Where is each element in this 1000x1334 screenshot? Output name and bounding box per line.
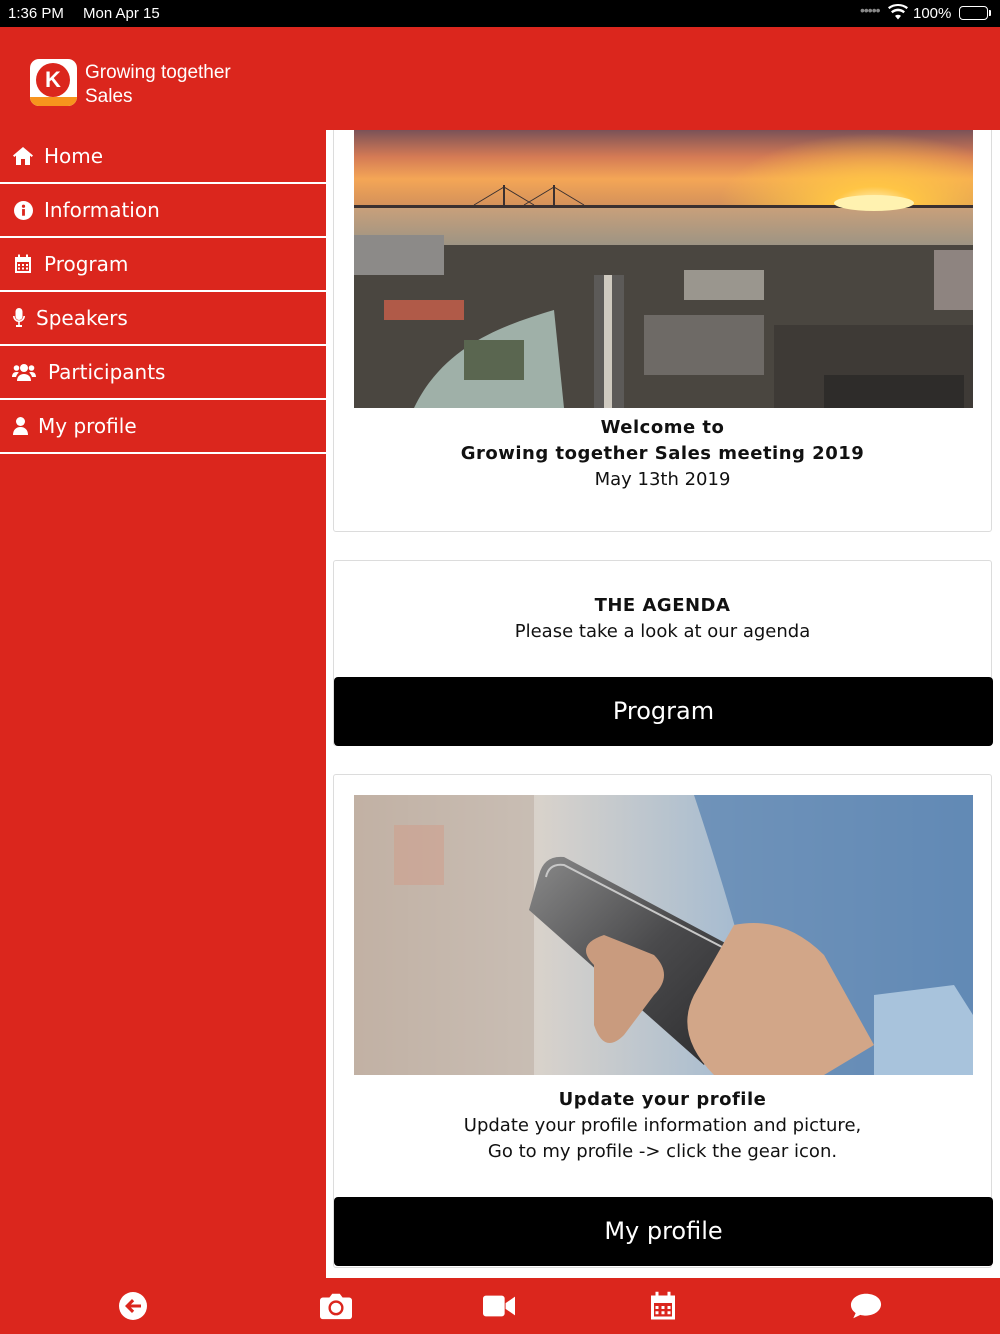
agenda-subtitle: Please take a look at our agenda — [514, 621, 811, 642]
sidebar-item-participants[interactable] — [0, 346, 326, 400]
profile-line-1: Update your profile information and picture, — [463, 1115, 862, 1136]
agenda-title: THE AGENDA — [594, 595, 731, 616]
app-logo[interactable] — [30, 59, 77, 106]
calendar-icon[interactable] — [647, 1290, 679, 1322]
battery-percent: 100% — [913, 5, 952, 22]
program-button[interactable]: Program — [334, 677, 993, 746]
sidebar — [0, 130, 326, 454]
profile-title: Update your profile — [558, 1089, 767, 1110]
sidebar-item-label: Program — [44, 252, 129, 276]
signal-dots-icon: ••••• — [860, 2, 880, 18]
back-arrow-icon[interactable] — [117, 1290, 149, 1322]
info-icon — [12, 199, 34, 221]
logo-letter: K — [36, 63, 70, 97]
sidebar-item-label: Information — [44, 198, 160, 222]
wifi-icon — [888, 4, 908, 24]
welcome-line-1: Welcome to — [600, 417, 725, 438]
status-date: Mon Apr 15 — [83, 5, 160, 22]
brand-line-1: Growing together — [85, 62, 231, 83]
sidebar-item-label: My profile — [38, 414, 137, 438]
city-sunset-image — [354, 130, 973, 408]
sidebar-item-home[interactable] — [0, 130, 326, 184]
main-content[interactable] — [326, 130, 1000, 1278]
app-header — [0, 27, 1000, 130]
my-profile-button[interactable]: My profile — [334, 1197, 993, 1266]
welcome-date: May 13th 2019 — [594, 469, 731, 490]
sidebar-item-information[interactable] — [0, 184, 326, 238]
status-bar — [0, 0, 1000, 27]
agenda-card — [333, 560, 992, 746]
users-icon — [12, 361, 36, 383]
video-icon[interactable] — [483, 1290, 515, 1322]
sidebar-item-my-profile[interactable] — [0, 400, 326, 454]
status-time: 1:36 PM — [8, 5, 64, 22]
welcome-line-2: Growing together Sales meeting 2019 — [460, 443, 865, 464]
bottom-toolbar — [0, 1278, 1000, 1334]
sidebar-item-speakers[interactable] — [0, 292, 326, 346]
calendar-icon — [12, 253, 34, 275]
battery-icon — [959, 6, 988, 20]
phone-in-hand-image — [354, 795, 973, 1075]
profile-line-2: Go to my profile -> click the gear icon. — [487, 1141, 838, 1162]
welcome-card — [333, 130, 992, 532]
sidebar-item-label: Participants — [48, 360, 166, 384]
sidebar-item-label: Speakers — [36, 306, 128, 330]
app-brand — [85, 61, 231, 109]
brand-line-2: Sales — [85, 86, 133, 107]
sidebar-item-label: Home — [44, 144, 104, 168]
sidebar-item-program[interactable] — [0, 238, 326, 292]
profile-card — [333, 774, 992, 1268]
chat-icon[interactable] — [850, 1290, 882, 1322]
user-icon — [12, 415, 28, 437]
microphone-icon — [12, 307, 26, 329]
camera-icon[interactable] — [320, 1290, 352, 1322]
home-icon — [12, 145, 34, 167]
